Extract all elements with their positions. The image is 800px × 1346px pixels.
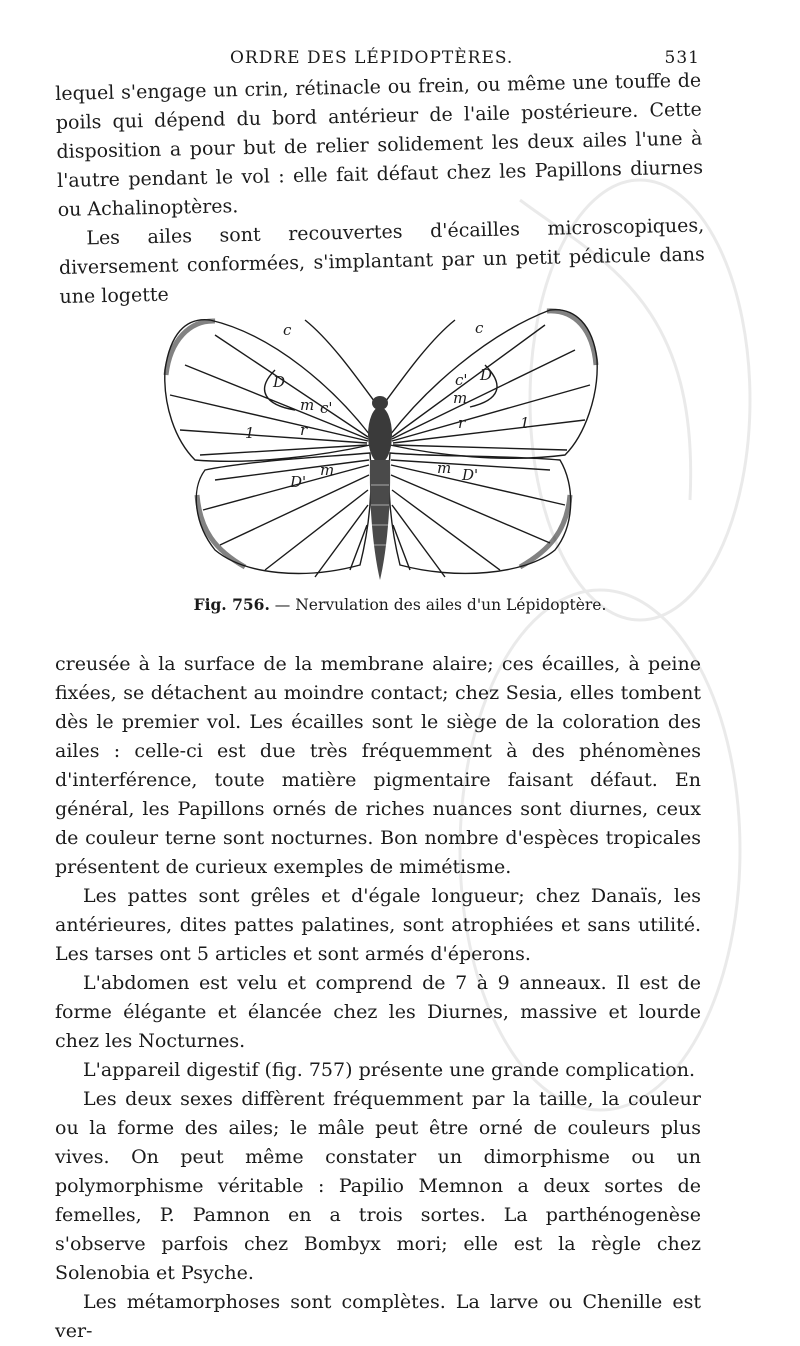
running-header [230, 48, 700, 68]
label-c-prime-right: c' [455, 371, 468, 389]
paragraph: Les pattes sont grêles et d'égale longueur; chez Danaïs, les antérieures, dites pattes palatines, sont atrophiées et sans utilité. Les tarses ont 5 articles et sont armés d'éperons. [55, 885, 701, 965]
paragraph: Les deux sexes diffèrent fréquemment par la taille, la couleur ou la forme des ailes; le mâle peut être orné de couleurs plus vives. On peut même constater un dimorphisme ou un polymorphisme véritable : Papilio Memnon a deux sortes de femelles, P. Pamnon en a trois sortes. La parthénogenèse s'observe parfois chez Bombyx mori; elle est la règle chez Solenobia et Psyche. [55, 1088, 701, 1284]
butterfly-abdomen [370, 460, 390, 580]
paragraph: Les ailes sont recouvertes d'écailles microscopiques, diversement conformées, s'implantant par un petit pédicule dans une logette [58, 214, 706, 308]
paragraph: Les métamorphoses sont complètes. La larve ou Chenille est ver- [55, 1291, 701, 1342]
butterfly-thorax [368, 407, 392, 463]
figure-caption-text: — Nervulation des ailes d'un Lépidoptère. [274, 596, 607, 614]
label-D-right: D [480, 366, 493, 384]
label-m-right-fore: m [453, 389, 468, 407]
right-antenna [383, 320, 455, 405]
left-forewing [165, 320, 370, 462]
label-r-right: r [458, 414, 466, 432]
figure-caption [160, 595, 640, 614]
label-D-left: D [273, 373, 286, 391]
figure-number: Fig. 756. [193, 595, 270, 614]
header-title: ORDRE DES LÉPIDOPTÈRES. [230, 48, 514, 68]
paragraph: creusée à la surface de la membrane alaire; ces écailles, à peine fixées, se détachent au moindre contact; chez Sesia, elles tombent dès le premier vol. Les écailles sont le siège de la coloration des ailes : celle-ci est due très fréquemment à des phénomènes d'interférence, toute matière pigmentaire faisant défaut. En général, les Papillons ornés de riches nuances sont diurnes, ceux de couleur terne sont nocturnes. Bon nombre d'espèces tropicales présentent de curieux exemples de mimétisme. [55, 653, 701, 878]
label-m-right-hind: m [437, 459, 452, 477]
label-r-left: r [300, 421, 308, 439]
left-antenna [305, 320, 377, 405]
butterfly-head [372, 396, 388, 410]
page-number: 531 [664, 48, 700, 68]
label-1-right: 1 [520, 414, 530, 432]
top-text-block [55, 66, 706, 311]
label-1-left: 1 [245, 424, 255, 442]
label-D-prime-right: D' [462, 466, 479, 484]
bottom-text-block [55, 650, 701, 1346]
label-c-prime-left: c' [320, 399, 333, 417]
paragraph: lequel s'engage un crin, rétinacle ou frein, ou même une touffe de poils qui dépend du bord antérieur de l'aile postérieure. Cette disposition a pour but de relier solidement les deux ailes l'une à l'autre pendant le vol : elle fait défaut chez les Papillons diurnes ou Achalinoptères. [55, 69, 704, 221]
paragraph: L'abdomen est velu et comprend de 7 à 9 anneaux. Il est de forme élégante et élancée chez les Diurnes, massive et lourde chez les Nocturnes. [55, 972, 701, 1052]
label-c-left: c [283, 321, 292, 339]
paragraph: L'appareil digestif (fig. 757) présente une grande complication. [83, 1059, 696, 1081]
label-m-left-fore: m [300, 396, 315, 414]
label-c-right: c [475, 319, 484, 337]
label-D-prime-left: D' [290, 473, 307, 491]
label-m-left-hind: m [320, 461, 335, 479]
butterfly-wing-venation-figure [155, 295, 605, 595]
right-forewing [390, 310, 597, 459]
